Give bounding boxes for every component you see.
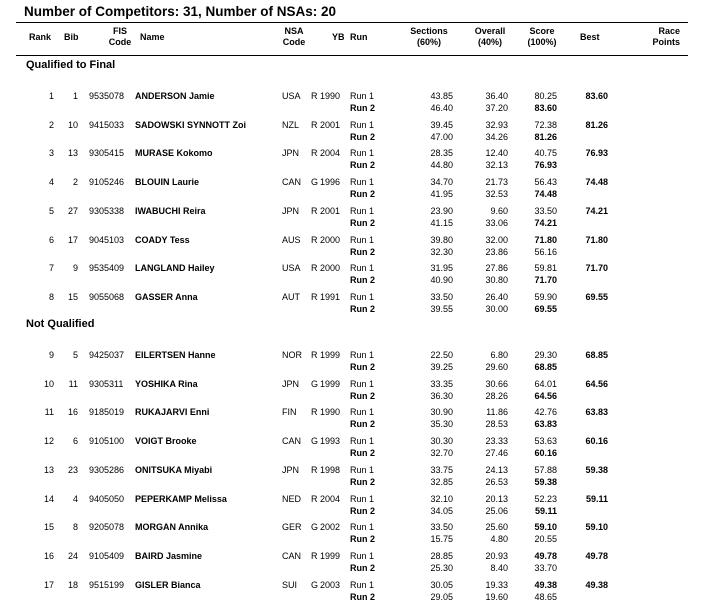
nsa-code: GER bbox=[282, 522, 302, 533]
sections-score: 28.85 bbox=[430, 550, 453, 561]
best-score: 71.70 bbox=[585, 263, 608, 274]
run-label: Run 1 bbox=[350, 350, 375, 360]
column-header-row bbox=[16, 22, 688, 56]
sections-score: 30.90 bbox=[430, 407, 453, 418]
run-label: Run 2 bbox=[350, 562, 376, 573]
rank: 7 bbox=[48, 263, 54, 274]
best-score: 74.21 bbox=[585, 205, 608, 216]
run-score: 74.48 bbox=[534, 189, 557, 200]
run-score: 71.70 bbox=[534, 275, 557, 286]
fis-code: 9425037 bbox=[89, 350, 125, 360]
rank: 11 bbox=[44, 407, 54, 418]
col-best: Best bbox=[580, 32, 600, 42]
overall-score: 37.20 bbox=[485, 103, 508, 113]
run-label: Run 1 bbox=[350, 291, 375, 302]
year-of-birth: 1998 bbox=[320, 464, 341, 475]
year-of-birth: 1999 bbox=[320, 378, 341, 389]
page-title: Number of Competitors: 31, Number of NSAs: 20 bbox=[24, 4, 337, 19]
status: G bbox=[311, 378, 319, 389]
run-score: 42.76 bbox=[534, 407, 557, 418]
run-label: Run 2 bbox=[350, 419, 376, 430]
year-of-birth: 2001 bbox=[320, 205, 341, 216]
best-score: 71.80 bbox=[585, 234, 608, 245]
run-label: Run 2 bbox=[350, 448, 376, 459]
sections-score: 41.15 bbox=[430, 217, 453, 228]
best-score: 76.93 bbox=[585, 148, 608, 159]
run-label: Run 1 bbox=[350, 263, 375, 274]
year-of-birth: 2001 bbox=[320, 119, 341, 130]
run-score: 59.11 bbox=[534, 505, 557, 516]
col-overall: Overall (40%) bbox=[474, 26, 506, 47]
col-rank: Rank bbox=[29, 32, 52, 42]
nsa-code: NED bbox=[282, 493, 302, 504]
year-of-birth: 1993 bbox=[320, 436, 341, 447]
fis-code: 9105100 bbox=[89, 436, 125, 447]
nsa-code: JPN bbox=[282, 205, 300, 216]
overall-score: 27.86 bbox=[485, 263, 508, 274]
year-of-birth: 1990 bbox=[320, 91, 341, 101]
run-score: 74.21 bbox=[534, 217, 557, 228]
overall-score: 25.06 bbox=[485, 505, 508, 516]
overall-score: 24.13 bbox=[485, 464, 508, 475]
status: R bbox=[311, 91, 318, 101]
fis-code: 9305338 bbox=[89, 205, 125, 216]
fis-code: 9105409 bbox=[89, 550, 125, 561]
year-of-birth: 2004 bbox=[320, 493, 341, 504]
bib: 15 bbox=[67, 291, 78, 302]
sections-score: 32.10 bbox=[430, 493, 453, 504]
fis-code: 9185019 bbox=[89, 407, 125, 418]
year-of-birth: 2000 bbox=[320, 263, 341, 274]
overall-score: 30.00 bbox=[485, 303, 508, 314]
status: R bbox=[311, 291, 318, 302]
fis-code: 9535409 bbox=[89, 263, 125, 274]
rank: 10 bbox=[43, 378, 54, 389]
run-score: 64.01 bbox=[534, 378, 557, 389]
run-label: Run 2 bbox=[350, 591, 376, 602]
status: G bbox=[311, 436, 319, 447]
bib: 2 bbox=[72, 177, 78, 188]
run-score: 76.93 bbox=[534, 160, 557, 171]
run-label: Run 2 bbox=[350, 275, 376, 286]
sections-score: 39.25 bbox=[430, 362, 453, 372]
run-score: 69.55 bbox=[534, 303, 557, 314]
year-of-birth: 1996 bbox=[320, 177, 341, 188]
run-label: Run 2 bbox=[350, 303, 376, 314]
sections-score: 43.85 bbox=[430, 91, 453, 101]
overall-score: 12.40 bbox=[485, 148, 508, 159]
athlete-name: SADOWSKI SYNNOTT Zoi bbox=[135, 119, 246, 130]
overall-score: 20.93 bbox=[485, 550, 508, 561]
athlete-name: VOIGT Brooke bbox=[135, 436, 197, 447]
status: R bbox=[311, 550, 318, 561]
bib: 27 bbox=[67, 205, 78, 216]
bib: 6 bbox=[72, 436, 78, 447]
run-score: 72.38 bbox=[534, 119, 557, 130]
overall-score: 19.60 bbox=[485, 591, 508, 602]
overall-score: 8.40 bbox=[490, 562, 508, 573]
bib: 8 bbox=[72, 522, 78, 533]
bib: 13 bbox=[67, 148, 78, 159]
run-score: 80.25 bbox=[534, 91, 557, 101]
fis-code: 9305415 bbox=[89, 148, 125, 159]
fis-code: 9535078 bbox=[89, 91, 125, 101]
bib: 24 bbox=[67, 550, 78, 561]
athlete-name: EILERTSEN Hanne bbox=[135, 350, 216, 360]
run-score: 33.70 bbox=[534, 562, 557, 573]
best-score: 59.10 bbox=[585, 522, 608, 533]
nsa-code: JPN bbox=[282, 148, 300, 159]
athlete-name: PEPERKAMP Melissa bbox=[135, 493, 227, 504]
rank: 3 bbox=[48, 148, 54, 159]
run-label: Run 1 bbox=[350, 522, 375, 533]
run-score: 83.60 bbox=[534, 103, 557, 113]
sections-score: 33.35 bbox=[430, 378, 453, 389]
rank: 5 bbox=[48, 205, 54, 216]
sections-score: 32.30 bbox=[430, 246, 453, 257]
run-label: Run 2 bbox=[350, 217, 376, 228]
col-yb: YB bbox=[332, 32, 345, 42]
year-of-birth: 1999 bbox=[320, 350, 341, 360]
best-score: 68.85 bbox=[585, 350, 608, 360]
fis-code: 9405050 bbox=[89, 493, 125, 504]
run-label: Run 1 bbox=[350, 464, 375, 475]
best-score: 69.55 bbox=[585, 291, 608, 302]
nsa-code: NOR bbox=[282, 350, 302, 360]
best-score: 83.60 bbox=[585, 91, 608, 101]
year-of-birth: 2002 bbox=[320, 522, 341, 533]
nsa-code: USA bbox=[282, 263, 301, 274]
rank: 1 bbox=[48, 91, 54, 101]
overall-score: 9.60 bbox=[490, 205, 508, 216]
run-label: Run 2 bbox=[350, 189, 376, 200]
col-bib: Bib bbox=[64, 32, 79, 42]
rank: 15 bbox=[43, 522, 54, 533]
run-label: Run 1 bbox=[350, 148, 375, 159]
overall-score: 19.33 bbox=[485, 579, 508, 590]
nsa-code: CAN bbox=[282, 436, 302, 447]
overall-score: 4.80 bbox=[490, 534, 508, 545]
run-label: Run 2 bbox=[350, 103, 376, 113]
status: G bbox=[311, 522, 319, 533]
bib: 9 bbox=[72, 263, 78, 274]
sections-score: 46.40 bbox=[430, 103, 453, 113]
nsa-code: CAN bbox=[282, 550, 302, 561]
rank: 2 bbox=[48, 119, 54, 130]
best-score: 59.38 bbox=[585, 464, 608, 475]
best-score: 63.83 bbox=[585, 407, 608, 418]
run-label: Run 1 bbox=[350, 579, 375, 590]
run-label: Run 1 bbox=[350, 550, 375, 561]
fis-code: 9515199 bbox=[89, 579, 125, 590]
athlete-name: MORGAN Annika bbox=[135, 522, 209, 533]
nsa-code: CAN bbox=[282, 177, 302, 188]
run-score: 29.30 bbox=[534, 350, 557, 360]
overall-score: 26.53 bbox=[485, 476, 508, 487]
run-score: 48.65 bbox=[534, 591, 557, 602]
section-title: Qualified to Final bbox=[26, 59, 116, 71]
bib: 11 bbox=[68, 378, 78, 389]
nsa-code: JPN bbox=[282, 378, 300, 389]
col-race-points: Race Points bbox=[652, 26, 680, 47]
sections-score: 39.55 bbox=[430, 303, 453, 314]
rank: 13 bbox=[43, 464, 54, 475]
run-label: Run 2 bbox=[350, 390, 376, 401]
fis-code: 9305286 bbox=[89, 464, 125, 475]
sections-score: 15.75 bbox=[430, 534, 453, 545]
best-score: 74.48 bbox=[585, 177, 608, 188]
overall-score: 28.53 bbox=[485, 419, 508, 430]
fis-code: 9205078 bbox=[89, 522, 125, 533]
run-label: Run 2 bbox=[350, 505, 376, 516]
rank: 4 bbox=[48, 177, 54, 188]
run-score: 63.83 bbox=[534, 419, 557, 430]
overall-score: 34.26 bbox=[485, 131, 508, 142]
sections-score: 36.30 bbox=[430, 390, 453, 401]
best-score: 64.56 bbox=[585, 378, 608, 389]
status: R bbox=[311, 119, 318, 130]
overall-score: 28.26 bbox=[485, 390, 508, 401]
overall-score: 32.00 bbox=[485, 234, 508, 245]
status: R bbox=[311, 493, 318, 504]
run-label: Run 1 bbox=[350, 177, 375, 188]
status: G bbox=[311, 579, 319, 590]
overall-score: 23.86 bbox=[485, 246, 508, 257]
rank: 6 bbox=[48, 234, 54, 245]
run-score: 59.10 bbox=[534, 522, 557, 533]
nsa-code: FIN bbox=[282, 407, 297, 418]
run-score: 59.38 bbox=[534, 476, 557, 487]
run-label: Run 2 bbox=[350, 246, 376, 257]
sections-score: 22.50 bbox=[430, 350, 453, 360]
run-score: 59.81 bbox=[534, 263, 557, 274]
overall-score: 33.06 bbox=[485, 217, 508, 228]
sections-score: 35.30 bbox=[430, 419, 453, 430]
run-score: 49.38 bbox=[534, 579, 557, 590]
run-label: Run 2 bbox=[350, 131, 376, 142]
overall-score: 30.80 bbox=[485, 275, 508, 286]
col-name: Name bbox=[140, 32, 165, 42]
run-score: 52.23 bbox=[534, 493, 557, 504]
run-label: Run 2 bbox=[350, 476, 376, 487]
run-score: 59.90 bbox=[534, 291, 557, 302]
rank: 14 bbox=[43, 493, 54, 504]
best-score: 49.78 bbox=[585, 550, 608, 561]
run-label: Run 1 bbox=[350, 436, 375, 447]
year-of-birth: 2000 bbox=[320, 234, 341, 245]
sections-score: 41.95 bbox=[430, 189, 453, 200]
run-label: Run 2 bbox=[350, 160, 376, 171]
sections-score: 33.50 bbox=[430, 522, 453, 533]
overall-score: 11.86 bbox=[486, 407, 508, 418]
run-score: 71.80 bbox=[534, 234, 557, 245]
run-score: 57.88 bbox=[534, 464, 557, 475]
col-score: Score (100%) bbox=[527, 26, 557, 47]
overall-score: 36.40 bbox=[485, 91, 508, 101]
section-title: Not Qualified bbox=[26, 318, 95, 330]
nsa-code: AUT bbox=[282, 291, 300, 302]
overall-score: 30.66 bbox=[485, 378, 508, 389]
fis-code: 9105246 bbox=[89, 177, 125, 188]
athlete-name: ONITSUKA Miyabi bbox=[135, 464, 213, 475]
athlete-name: BLOUIN Laurie bbox=[135, 177, 200, 188]
athlete-name: BAIRD Jasmine bbox=[135, 550, 203, 561]
overall-score: 32.53 bbox=[485, 189, 508, 200]
run-score: 81.26 bbox=[534, 131, 557, 142]
run-score: 64.56 bbox=[534, 390, 557, 401]
sections-score: 32.70 bbox=[430, 448, 453, 459]
status: R bbox=[311, 234, 318, 245]
run-label: Run 1 bbox=[350, 234, 375, 245]
fis-code: 9305311 bbox=[89, 378, 124, 389]
sections-score: 39.45 bbox=[430, 119, 453, 130]
best-score: 49.38 bbox=[585, 579, 608, 590]
sections-score: 25.30 bbox=[430, 562, 453, 573]
run-label: Run 1 bbox=[350, 493, 375, 504]
sections-score: 32.85 bbox=[430, 476, 453, 487]
bib: 16 bbox=[67, 407, 78, 418]
overall-score: 6.80 bbox=[490, 350, 508, 360]
bib: 17 bbox=[67, 234, 78, 245]
year-of-birth: 2004 bbox=[320, 148, 341, 159]
fis-code: 9055068 bbox=[89, 291, 125, 302]
sections-score: 47.00 bbox=[430, 131, 453, 142]
col-sections: Sections (60%) bbox=[410, 26, 448, 47]
rank: 9 bbox=[48, 350, 54, 360]
sections-score: 33.75 bbox=[430, 464, 453, 475]
athlete-name: LANGLAND Hailey bbox=[135, 263, 215, 274]
rank: 8 bbox=[48, 291, 54, 302]
bib: 23 bbox=[67, 464, 78, 475]
bib: 18 bbox=[67, 579, 78, 590]
status: R bbox=[311, 148, 318, 159]
run-score: 56.16 bbox=[534, 246, 557, 257]
athlete-name: IWABUCHI Reira bbox=[135, 205, 206, 216]
overall-score: 26.40 bbox=[485, 291, 508, 302]
status: R bbox=[311, 407, 318, 418]
sections-score: 39.80 bbox=[430, 234, 453, 245]
year-of-birth: 1990 bbox=[320, 407, 341, 418]
status: R bbox=[311, 464, 318, 475]
athlete-name: GISLER Bianca bbox=[135, 579, 201, 590]
athlete-name: ANDERSON Jamie bbox=[135, 91, 215, 101]
nsa-code: AUS bbox=[282, 234, 301, 245]
bib: 10 bbox=[67, 119, 78, 130]
run-label: Run 2 bbox=[350, 362, 376, 372]
overall-score: 32.93 bbox=[485, 119, 508, 130]
run-label: Run 1 bbox=[350, 91, 375, 101]
nsa-code: NZL bbox=[282, 119, 300, 130]
run-label: Run 1 bbox=[350, 119, 375, 130]
run-score: 40.75 bbox=[534, 148, 557, 159]
overall-score: 23.33 bbox=[485, 436, 508, 447]
run-score: 56.43 bbox=[534, 177, 557, 188]
rank: 12 bbox=[43, 436, 54, 447]
overall-score: 29.60 bbox=[485, 362, 508, 372]
rank: 17 bbox=[43, 579, 54, 590]
run-label: Run 1 bbox=[350, 205, 375, 216]
athlete-name: COADY Tess bbox=[135, 234, 190, 245]
run-score: 53.63 bbox=[534, 436, 557, 447]
nsa-code: USA bbox=[282, 91, 301, 101]
sections-score: 23.90 bbox=[430, 205, 453, 216]
run-score: 33.50 bbox=[534, 205, 557, 216]
nsa-code: SUI bbox=[282, 579, 298, 590]
overall-score: 25.60 bbox=[485, 522, 508, 533]
overall-score: 20.13 bbox=[485, 493, 508, 504]
status: G bbox=[311, 177, 319, 188]
run-score: 68.85 bbox=[534, 362, 557, 372]
run-label: Run 1 bbox=[350, 378, 375, 389]
bib: 1 bbox=[72, 91, 78, 101]
athlete-name: GASSER Anna bbox=[135, 291, 198, 302]
run-score: 49.78 bbox=[534, 550, 557, 561]
overall-score: 21.73 bbox=[485, 177, 508, 188]
run-label: Run 2 bbox=[350, 534, 376, 545]
sections-score: 34.70 bbox=[430, 177, 453, 188]
sections-score: 29.05 bbox=[430, 591, 453, 602]
overall-score: 27.46 bbox=[485, 448, 508, 459]
overall-score: 32.13 bbox=[485, 160, 508, 171]
status: R bbox=[311, 350, 318, 360]
best-score: 81.26 bbox=[585, 119, 608, 130]
status: R bbox=[311, 205, 318, 216]
bib: 5 bbox=[72, 350, 78, 360]
sections-score: 40.90 bbox=[430, 275, 453, 286]
sections-score: 30.05 bbox=[430, 579, 453, 590]
sections-score: 44.80 bbox=[430, 160, 453, 171]
athlete-name: YOSHIKA Rina bbox=[135, 378, 198, 389]
rank: 16 bbox=[43, 550, 54, 561]
fis-code: 9415033 bbox=[89, 119, 125, 130]
bib: 4 bbox=[72, 493, 78, 504]
status: R bbox=[311, 263, 318, 274]
sections-score: 28.35 bbox=[430, 148, 453, 159]
run-label: Run 1 bbox=[350, 407, 375, 418]
athlete-name: MURASE Kokomo bbox=[135, 148, 213, 159]
year-of-birth: 1999 bbox=[320, 550, 341, 561]
run-score: 60.16 bbox=[534, 448, 557, 459]
col-nsa-code: NSA Code bbox=[282, 26, 306, 47]
year-of-birth: 1991 bbox=[320, 291, 341, 302]
sections-score: 31.95 bbox=[430, 263, 453, 274]
fis-code: 9045103 bbox=[89, 234, 125, 245]
best-score: 59.11 bbox=[585, 493, 608, 504]
nsa-code: JPN bbox=[282, 464, 300, 475]
col-run: Run bbox=[350, 32, 368, 42]
col-fis-code: FIS Code bbox=[108, 26, 132, 47]
sections-score: 34.05 bbox=[430, 505, 453, 516]
athlete-name: RUKAJARVI Enni bbox=[135, 407, 210, 418]
best-score: 60.16 bbox=[585, 436, 608, 447]
year-of-birth: 2003 bbox=[320, 579, 341, 590]
sections-score: 33.50 bbox=[430, 291, 453, 302]
sections-score: 30.30 bbox=[430, 436, 453, 447]
run-score: 20.55 bbox=[534, 534, 557, 545]
